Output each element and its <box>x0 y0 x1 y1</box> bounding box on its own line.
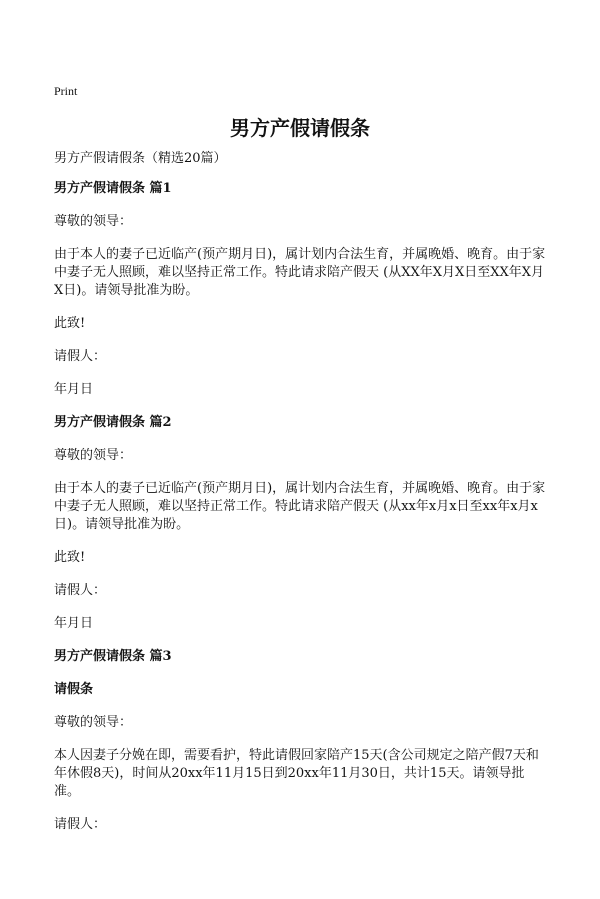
salutation-2: 尊敬的领导： <box>54 448 133 463</box>
section-heading-3: 男方产假请假条 篇3 <box>54 649 172 664</box>
document-subtitle: 男方产假请假条（精选20篇） <box>54 151 227 166</box>
date-1: 年月日 <box>54 382 94 397</box>
page-title: 男方产假请假条 <box>230 116 370 140</box>
salutation-1: 尊敬的领导： <box>54 214 133 229</box>
body-paragraph-1: 由于本人的妻子已近临产(预产期月日)，属计划内合法生育，并属晚婚、晚育。由于家中妻子无人照顾，难以坚持正常工作。特此请求陪产假天 (从XX年X月X日至XX年X月X日)。请领导批准为盼。 <box>54 247 546 298</box>
applicant-3: 请假人： <box>54 817 107 832</box>
body-paragraph-2: 由于本人的妻子已近临产(预产期月日)，属计划内合法生育，并属晚婚、晚育。由于家中妻子无人照顾，难以坚持正常工作。特此请求陪产假天 (从xx年x月x日至xx年x月x日)。请领导批准为盼。 <box>54 481 546 532</box>
print-label: Print <box>54 84 78 98</box>
date-2: 年月日 <box>54 616 94 631</box>
section-heading-2: 男方产假请假条 篇2 <box>54 415 172 430</box>
closing-1: 此致! <box>54 316 86 331</box>
document-content <box>54 150 549 849</box>
applicant-2: 请假人： <box>54 583 107 598</box>
subheading-3: 请假条 <box>54 682 94 697</box>
section-heading-1: 男方产假请假条 篇1 <box>54 181 172 196</box>
salutation-3: 尊敬的领导： <box>54 715 133 730</box>
body-paragraph-3: 本人因妻子分娩在即，需要看护，特此请假回家陪产15天(含公司规定之陪产假7天和年休假8天)，时间从20xx年11月15日到20xx年11月30日，共计15天。请领导批准。 <box>54 748 539 799</box>
closing-2: 此致! <box>54 550 86 565</box>
applicant-1: 请假人： <box>54 349 107 364</box>
